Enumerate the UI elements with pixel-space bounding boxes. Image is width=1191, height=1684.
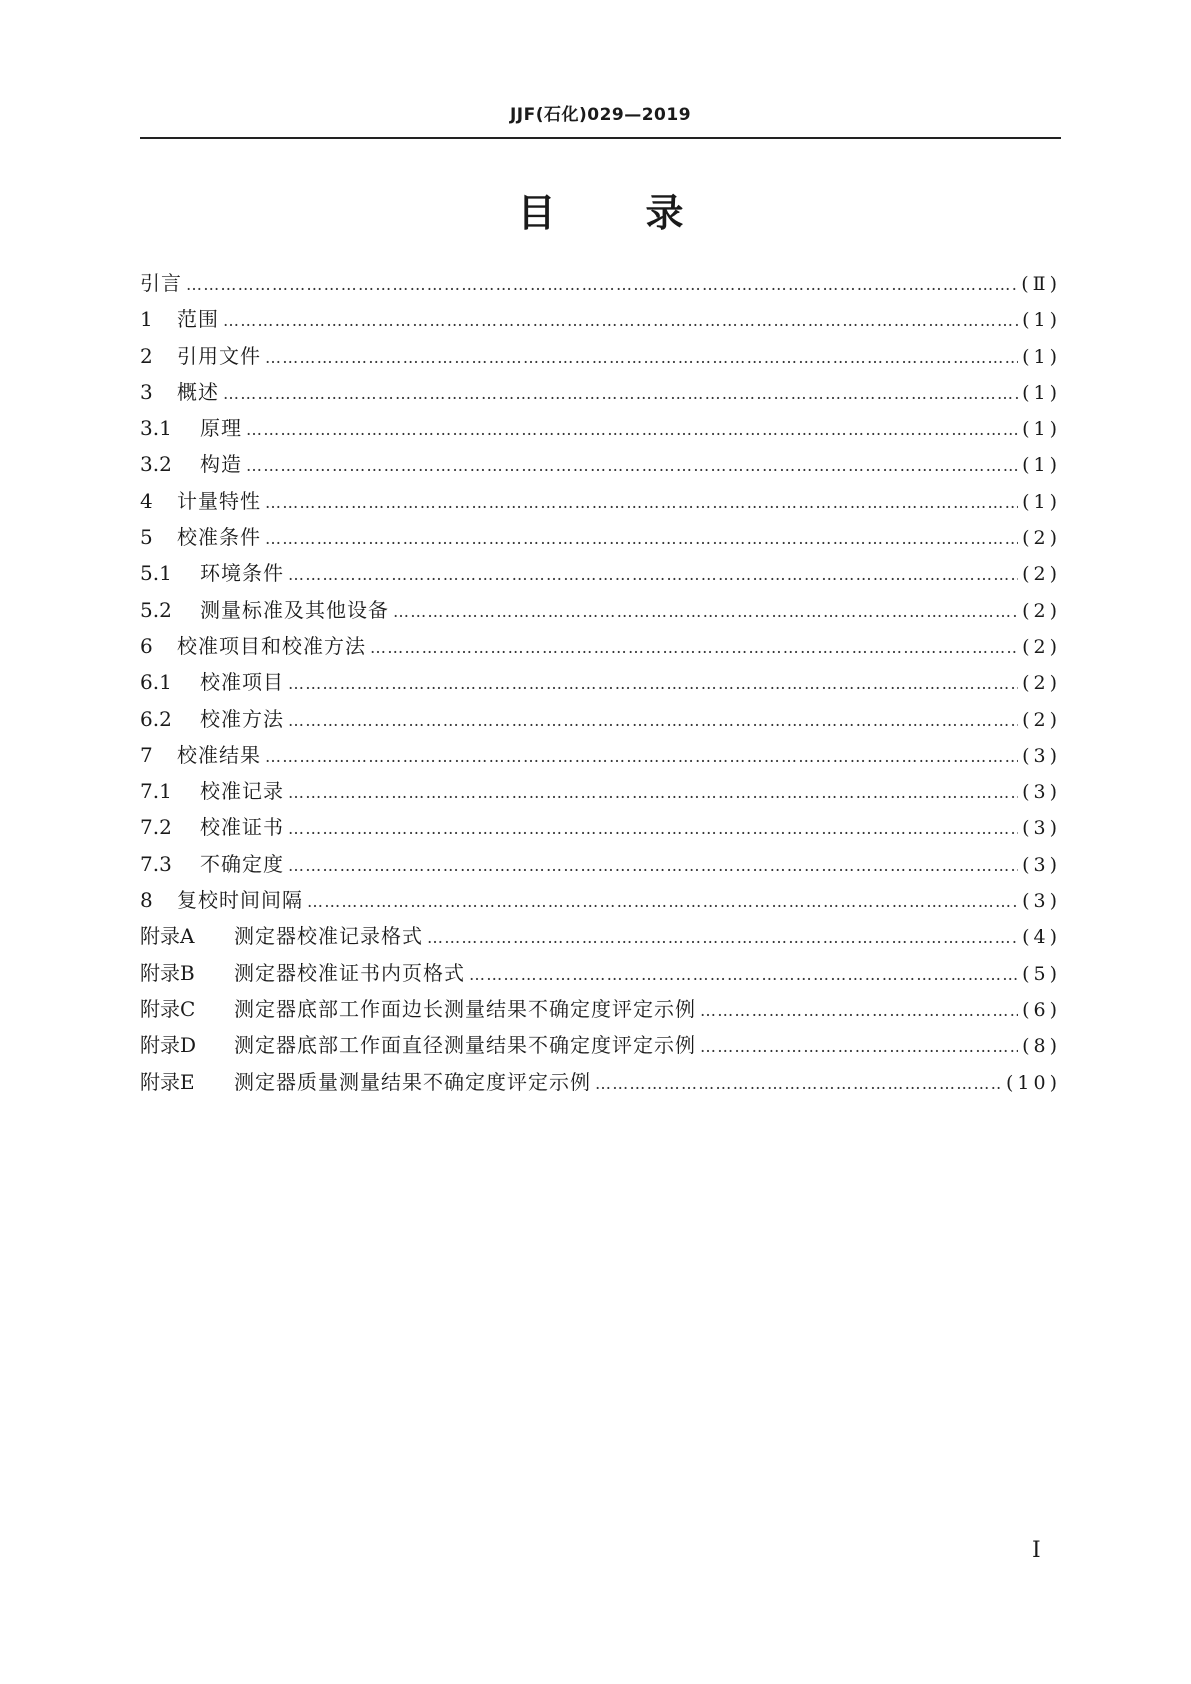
toc-entry-number: 7.1	[140, 779, 172, 804]
toc-entry-label: 校准方法	[200, 706, 284, 731]
toc-entry-number: 3.1	[140, 416, 172, 441]
toc-dot-leader	[186, 267, 1017, 303]
toc-entry-page: (3)	[1022, 890, 1061, 913]
toc-entry-label: 引言	[140, 271, 182, 295]
toc-dot-leader	[246, 448, 1018, 484]
toc-entry-page: (1)	[1022, 490, 1061, 513]
toc-dot-leader	[700, 1029, 1018, 1065]
toc-entry-number: 7.2	[140, 815, 172, 840]
toc-entry-page: (1)	[1022, 454, 1061, 477]
toc-dot-leader	[307, 884, 1018, 920]
toc-dot-leader	[288, 557, 1018, 593]
toc-entry[interactable]	[140, 446, 1061, 482]
toc-entry-number: 8	[140, 888, 153, 913]
toc-entry[interactable]	[140, 1064, 1061, 1100]
toc-entry-label: 校准结果	[177, 742, 261, 767]
toc-entry-label: 原理	[200, 416, 242, 441]
toc-entry-number: 3	[140, 379, 153, 404]
toc-entry-page: (4)	[1022, 926, 1061, 949]
toc-entry-number: 5	[140, 525, 153, 550]
toc-entry-page: (5)	[1022, 962, 1061, 985]
toc-entry[interactable]	[140, 701, 1061, 737]
toc-entry-page: (2)	[1022, 527, 1061, 550]
toc-dot-leader	[265, 485, 1018, 521]
toc-entry-number: 1	[140, 307, 153, 332]
toc-entry[interactable]	[140, 483, 1061, 519]
toc-entry[interactable]	[140, 338, 1061, 374]
table-of-contents	[140, 265, 1061, 1100]
toc-entry[interactable]	[140, 301, 1061, 337]
toc-entry-page: (3)	[1022, 853, 1061, 876]
toc-entry[interactable]	[140, 265, 1061, 301]
toc-entry-label: 环境条件	[200, 561, 284, 586]
toc-entry[interactable]	[140, 555, 1061, 591]
toc-entry-page: (3)	[1022, 744, 1061, 767]
toc-entry-page: (1)	[1022, 345, 1061, 368]
toc-entry-page: (3)	[1022, 817, 1061, 840]
toc-entry-page: (2)	[1022, 599, 1061, 622]
page-number: Ⅰ	[1032, 1538, 1041, 1563]
toc-entry[interactable]	[140, 628, 1061, 664]
toc-entry-page: (3)	[1022, 781, 1061, 804]
toc-dot-leader	[427, 920, 1018, 956]
toc-entry-label: 不确定度	[200, 851, 284, 876]
toc-dot-leader	[288, 666, 1018, 702]
toc-entry[interactable]	[140, 410, 1061, 446]
toc-entry-label: 概述	[177, 379, 219, 404]
document-code-header: JJF(石化)029—2019	[509, 105, 692, 125]
toc-entry-number: 6	[140, 633, 153, 658]
toc-dot-leader	[595, 1066, 1002, 1102]
toc-entry[interactable]	[140, 955, 1061, 991]
toc-dot-leader	[223, 303, 1018, 339]
toc-entry-label: 校准项目和校准方法	[177, 633, 366, 658]
toc-entry-page: (2)	[1022, 563, 1061, 586]
toc-entry[interactable]	[140, 773, 1061, 809]
toc-entry[interactable]	[140, 846, 1061, 882]
toc-dot-leader	[246, 412, 1018, 448]
toc-entry-page: (1)	[1022, 309, 1061, 332]
toc-entry-page: (10)	[1005, 1071, 1061, 1094]
toc-entry-number: 7.3	[140, 851, 172, 876]
toc-entry-number: 6.2	[140, 706, 172, 731]
toc-entry-label: 测定器质量测量结果不确定度评定示例	[234, 1069, 591, 1094]
toc-entry-page: (2)	[1022, 672, 1061, 695]
toc-entry-label: 构造	[200, 452, 242, 477]
toc-entry-label: 测定器底部工作面直径测量结果不确定度评定示例	[234, 1033, 696, 1058]
page-title	[140, 182, 1061, 237]
toc-entry-page: (2)	[1022, 708, 1061, 731]
toc-dot-leader	[469, 957, 1018, 993]
toc-entry[interactable]	[140, 809, 1061, 845]
toc-entry[interactable]	[140, 1027, 1061, 1063]
toc-entry-number: 5.2	[140, 597, 172, 622]
toc-entry-label: 校准证书	[200, 815, 284, 840]
toc-entry-number: 附录B	[140, 960, 195, 985]
toc-dot-leader	[288, 775, 1018, 811]
toc-entry-page: (1)	[1022, 381, 1061, 404]
title-char-2: 录	[645, 191, 684, 235]
toc-dot-leader	[288, 811, 1018, 847]
toc-entry-page: (2)	[1022, 635, 1061, 658]
toc-entry-number: 附录E	[140, 1069, 195, 1094]
toc-entry-page: (6)	[1022, 998, 1061, 1021]
toc-entry-number: 4	[140, 488, 153, 513]
toc-entry[interactable]	[140, 374, 1061, 410]
toc-entry[interactable]	[140, 664, 1061, 700]
toc-dot-leader	[265, 739, 1018, 775]
toc-entry[interactable]	[140, 737, 1061, 773]
toc-dot-leader	[265, 521, 1018, 557]
toc-entry[interactable]	[140, 882, 1061, 918]
toc-entry-number: 附录C	[140, 996, 196, 1021]
toc-dot-leader	[223, 376, 1018, 412]
toc-entry-label: 测定器底部工作面边长测量结果不确定度评定示例	[234, 996, 696, 1021]
toc-entry-label: 测量标准及其他设备	[200, 597, 389, 622]
toc-entry-label: 引用文件	[177, 343, 261, 368]
toc-entry-label: 计量特性	[177, 488, 261, 513]
toc-dot-leader	[265, 340, 1018, 376]
title-char-1: 目	[517, 191, 556, 235]
toc-entry[interactable]	[140, 991, 1061, 1027]
toc-dot-leader	[700, 993, 1018, 1029]
toc-entry-page: (8)	[1022, 1035, 1061, 1058]
toc-entry-label: 测定器校准记录格式	[234, 924, 423, 949]
toc-entry-label: 范围	[177, 307, 219, 332]
toc-entry[interactable]	[140, 592, 1061, 628]
toc-dot-leader	[370, 630, 1018, 666]
toc-entry-label: 校准条件	[177, 525, 261, 550]
toc-entry-label: 测定器校准证书内页格式	[234, 960, 465, 985]
toc-entry-number: 附录D	[140, 1033, 197, 1058]
toc-entry[interactable]	[140, 519, 1061, 555]
toc-entry-label: 复校时间间隔	[177, 888, 303, 913]
header-divider	[140, 137, 1061, 139]
toc-entry-label: 校准项目	[200, 670, 284, 695]
toc-entry-label: 校准记录	[200, 779, 284, 804]
toc-entry-number: 2	[140, 343, 153, 368]
toc-dot-leader	[393, 594, 1018, 630]
toc-entry-page: (Ⅱ)	[1021, 273, 1061, 295]
toc-entry-page: (1)	[1022, 418, 1061, 441]
toc-entry-number: 5.1	[140, 561, 172, 586]
toc-entry-number: 3.2	[140, 452, 172, 477]
toc-dot-leader	[288, 848, 1018, 884]
toc-entry-number: 7	[140, 742, 153, 767]
toc-entry-number: 6.1	[140, 670, 172, 695]
toc-entry[interactable]	[140, 918, 1061, 954]
toc-dot-leader	[288, 703, 1018, 739]
toc-entry-number: 附录A	[140, 924, 195, 949]
